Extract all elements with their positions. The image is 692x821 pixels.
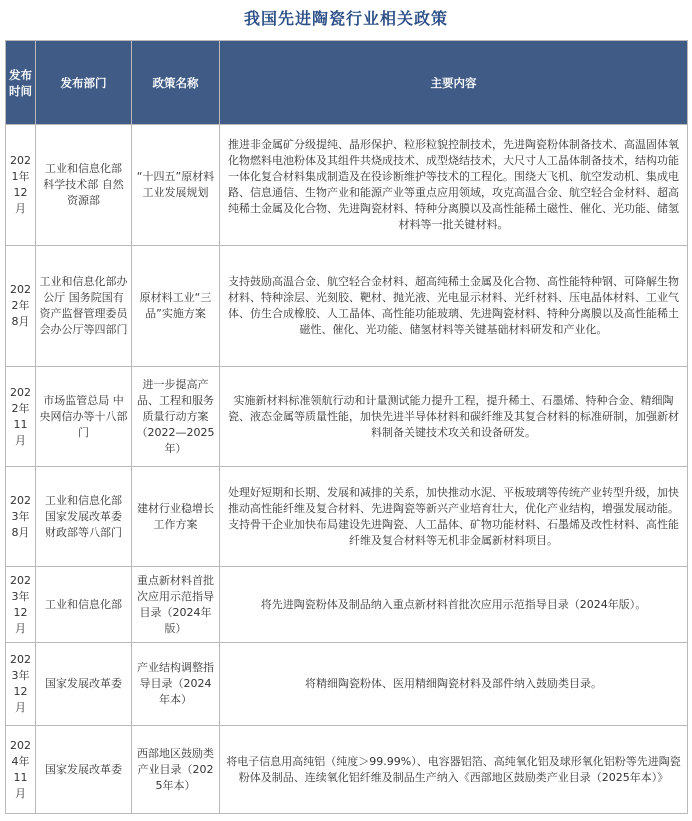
table-row [6, 726, 688, 814]
cell-date: 2023年8月 [6, 467, 36, 567]
table-header-row [6, 41, 688, 125]
page-title: 我国先进陶瓷行业相关政策 [243, 9, 448, 28]
header-policy-name: 政策名称 [132, 41, 220, 125]
cell-date: 2024年11月 [6, 726, 36, 814]
cell-policy-name: 产业结构调整指导目录（2024年本） [132, 643, 220, 726]
header-date: 发布时间 [6, 41, 36, 125]
cell-department: 工业和信息化部 [36, 567, 132, 643]
cell-policy-name: 原材料工业“三品”实施方案 [132, 246, 220, 367]
cell-content: 支持鼓励高温合金、航空轻合金材料、超高纯稀土金属及化合物、高性能特种钢、可降解生物材料、特种涂层、光刻胶、靶材、抛光液、光电显示材料、光纤材料、压电晶体材料、工业气体、仿生合成橡胶、人工晶体、高性能功能玻璃、先进陶瓷材料、特种分离膜以及高性能稀土磁性、催化、光功能、储氢材料等关键基础材料研发和产业化。 [220, 246, 688, 367]
header-main-content: 主要内容 [220, 41, 688, 125]
cell-policy-name: 建材行业稳增长工作方案 [132, 467, 220, 567]
cell-department: 工业和信息化部 科学技术部 自然资源部 [36, 125, 132, 246]
cell-content: 处理好短期和长期、发展和减排的关系，加快推动水泥、平板玻璃等传统产业转型升级，加快推动高性能纤维及复合材料、先进陶瓷等新兴产业培育壮大，优化产业结构，增强发展动能。支持骨干企业加快布局建设先进陶瓷、人工晶体、矿物功能材料、石墨烯及改性材料、高性能纤维及复合材料等无机非金属新材料项目。 [220, 467, 688, 567]
table-row [6, 567, 688, 643]
cell-date: 2023年12月 [6, 643, 36, 726]
cell-date: 2021年12月 [6, 125, 36, 246]
cell-policy-name: 重点新材料首批次应用示范指导目录（2024年版） [132, 567, 220, 643]
cell-date: 2022年8月 [6, 246, 36, 367]
cell-policy-name: 进一步提高产品、工程和服务质量行动方案（2022—2025年） [132, 367, 220, 467]
cell-date: 2022年11月 [6, 367, 36, 467]
table-row [6, 467, 688, 567]
cell-content: 将精细陶瓷粉体、医用精细陶瓷材料及部件纳入鼓励类目录。 [220, 643, 688, 726]
cell-content: 实施新材料标准领航行动和计量测试能力提升工程，提升稀土、石墨烯、特种合金、精细陶瓷、液态金属等质量性能，加快先进半导体材料和碳纤维及其复合材料的标准研制，加强新材料制备关键技术攻关和设备研发。 [220, 367, 688, 467]
cell-policy-name: “十四五”原材料工业发展规划 [132, 125, 220, 246]
table-row [6, 643, 688, 726]
header-department: 发布部门 [36, 41, 132, 125]
cell-content: 将电子信息用高纯铝（纯度＞99.99%）、电容器铝箔、高纯氧化铝及球形氧化铝粉等先进陶瓷粉体及制品、连续氧化铝纤维及制品生产纳入《西部地区鼓励类产业目录（2025年本）》 [220, 726, 688, 814]
cell-content: 将先进陶瓷粉体及制品纳入重点新材料首批次应用示范指导目录（2024年版）。 [220, 567, 688, 643]
cell-date: 2023年12月 [6, 567, 36, 643]
table-row [6, 125, 688, 246]
cell-department: 工业和信息化部 国家发展改革委 财政部等八部门 [36, 467, 132, 567]
cell-content: 推进非金属矿分级提纯、晶形保护、粒形粒貌控制技术，先进陶瓷粉体制备技术、高温固体氧化物燃料电池粉体及其组件共烧成技术、成型烧结技术，大尺寸人工晶体制备技术，结构功能一体化复合材料集成制造及在役诊断维护等技术的工程化。围绕大飞机、航空发动机、集成电路、信息通信、生物产业和能源产业等重点应用领域，攻克高温合金、航空轻合金材料、超高纯稀土金属及化合物、先进陶瓷材料、特种分离膜以及高性能稀土磁性、催化、光功能、储氢材料等一批关键材料。 [220, 125, 688, 246]
cell-department: 国家发展改革委 [36, 643, 132, 726]
cell-department: 工业和信息化部办公厅 国务院国有资产监督管理委员会办公厅等四部门 [36, 246, 132, 367]
policy-table [5, 40, 688, 814]
cell-department: 市场监管总局 中央网信办等十八部门 [36, 367, 132, 467]
cell-policy-name: 西部地区鼓励类产业目录（2025年本） [132, 726, 220, 814]
table-row [6, 367, 688, 467]
table-row [6, 246, 688, 367]
cell-department: 国家发展改革委 [36, 726, 132, 814]
